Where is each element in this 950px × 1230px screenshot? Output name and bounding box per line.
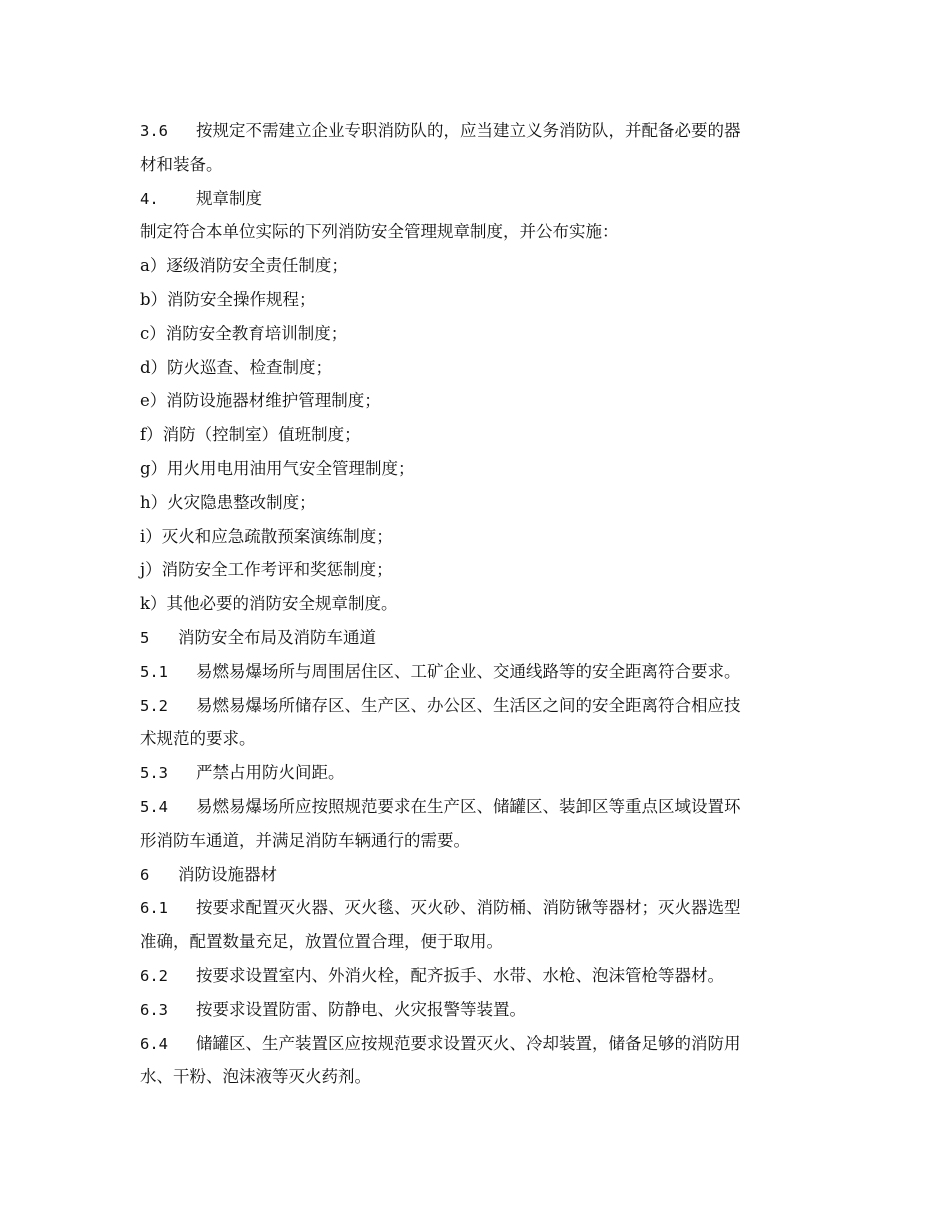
line-text: 易燃易爆场所与周围居住区、工矿企业、交通线路等的安全距离符合要求。 <box>196 661 741 681</box>
list-item <box>140 452 820 486</box>
line-text: j）消防安全工作考评和奖惩制度； <box>140 560 393 580</box>
section-number: 6.1 <box>140 899 168 918</box>
list-item <box>140 384 820 418</box>
line-text: b）消防安全操作规程； <box>140 289 316 309</box>
line-text: 易燃易爆场所应按照规范要求在生产区、储罐区、装卸区等重点区域设置环 <box>196 796 741 816</box>
line-text: 按要求设置室内、外消火栓，配齐扳手、水带、水枪、泡沫管枪等器材。 <box>196 965 724 985</box>
paragraph-line <box>140 114 820 148</box>
list-item <box>140 418 820 452</box>
line-text: c）消防安全教育培训制度； <box>140 323 348 343</box>
line-text: 准确，配置数量充足，放置位置合理，便于取用。 <box>140 932 503 952</box>
list-item <box>140 587 820 621</box>
section-number: 3.6 <box>140 122 168 140</box>
line-text: 按规定不需建立企业专职消防队的，应当建立义务消防队，并配备必要的器 <box>196 121 741 140</box>
line-text: f）消防（控制室）值班制度； <box>140 425 361 445</box>
list-item <box>140 351 820 385</box>
paragraph-line <box>140 689 820 723</box>
list-item <box>140 553 820 587</box>
paragraph-line <box>140 655 820 689</box>
section-heading <box>140 182 820 216</box>
line-text: i）灭火和应急疏散预案演练制度； <box>140 526 393 546</box>
section-number: 5.4 <box>140 797 168 816</box>
section-number: 5.1 <box>140 662 168 681</box>
line-text: 按要求配置灭火器、灭火毯、灭火砂、消防桶、消防锹等器材；灭火器选型 <box>196 898 741 918</box>
line-text: 易燃易爆场所储存区、生产区、办公区、生活区之间的安全距离符合相应技 <box>196 695 741 715</box>
section-number: 6.3 <box>140 1000 168 1019</box>
line-text: g）用火用电用油用气安全管理制度； <box>140 458 415 478</box>
paragraph-line <box>140 756 820 790</box>
section-heading <box>140 858 820 892</box>
line-text: a）逐级消防安全责任制度； <box>140 256 348 276</box>
list-item <box>140 520 820 554</box>
line-text: 水、干粉、泡沫液等灭火药剂。 <box>140 1067 371 1087</box>
line-text: d）防火巡查、检查制度； <box>140 357 333 377</box>
line-text: 制定符合本单位实际的下列消防安全管理规章制度，并公布实施： <box>140 222 619 242</box>
line-text: h）火灾隐患整改制度； <box>140 492 316 512</box>
line-text: 严禁占用防火间距。 <box>196 763 345 783</box>
line-text: 规章制度 <box>196 188 262 208</box>
line-text: e）消防设施器材维护管理制度； <box>140 391 381 411</box>
document-body <box>140 114 820 1094</box>
paragraph-line <box>140 148 820 182</box>
paragraph-line <box>140 891 820 925</box>
line-text: 按要求设置防雷、防静电、火灾报警等装置。 <box>196 999 526 1019</box>
section-number: 6.2 <box>140 966 168 985</box>
section-heading <box>140 621 820 655</box>
line-text: 储罐区、生产装置区应按规范要求设置灭火、冷却装置，储备足够的消防用 <box>196 1033 741 1053</box>
paragraph-line <box>140 790 820 824</box>
line-text: k）其他必要的消防安全规章制度。 <box>140 594 398 614</box>
paragraph-line <box>140 925 820 959</box>
line-text: 消防安全布局及消防车通道 <box>178 627 376 647</box>
paragraph-line <box>140 993 820 1027</box>
paragraph-line <box>140 1060 820 1094</box>
list-item <box>140 486 820 520</box>
line-text: 形消防车通道，并满足消防车辆通行的需要。 <box>140 830 470 850</box>
list-item <box>140 317 820 351</box>
section-number: 4. <box>140 189 159 208</box>
paragraph-line <box>140 1027 820 1061</box>
line-text: 消防设施器材 <box>178 864 277 884</box>
section-number: 5 <box>140 628 150 647</box>
section-number: 5.3 <box>140 764 168 783</box>
list-item <box>140 283 820 317</box>
line-text: 术规范的要求。 <box>140 729 256 749</box>
section-number: 5.2 <box>140 696 168 715</box>
line-text: 材和装备。 <box>140 154 223 174</box>
paragraph-line <box>140 215 820 249</box>
paragraph-line <box>140 824 820 858</box>
paragraph-line <box>140 959 820 993</box>
paragraph-line <box>140 722 820 756</box>
list-item <box>140 249 820 283</box>
section-number: 6 <box>140 865 150 884</box>
section-number: 6.4 <box>140 1034 168 1053</box>
